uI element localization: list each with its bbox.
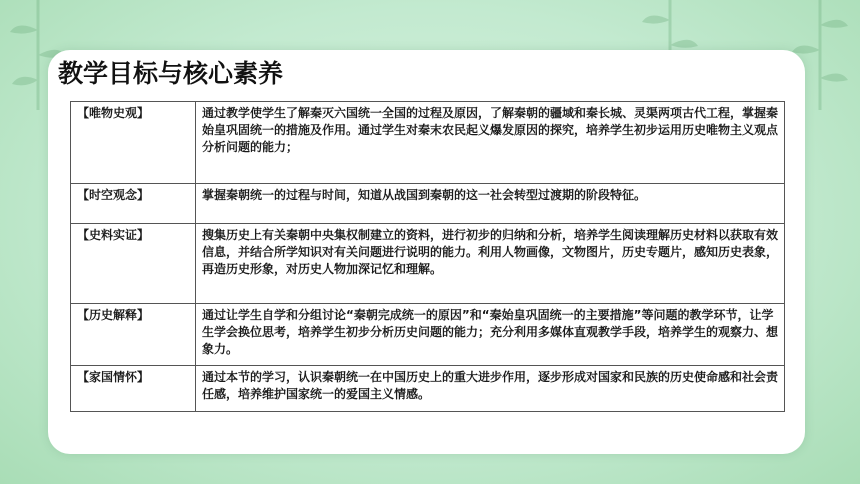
objectives-table — [70, 101, 785, 412]
table-row — [71, 224, 785, 304]
category-cell: 【史料实证】 — [71, 224, 196, 304]
page-title: 教学目标与核心素养 — [58, 59, 284, 88]
category-cell: 【唯物史观】 — [71, 102, 196, 184]
description-cell: 掌握秦朝统一的过程与时间，知道从战国到秦朝的这一社会转型过渡期的阶段特征。 — [196, 184, 785, 224]
description-cell: 通过教学使学生了解秦灭六国统一全国的过程及原因，了解秦朝的疆域和秦长城、灵渠两项古代工程，掌握秦始皇巩固统一的措施及作用。通过学生对秦末农民起义爆发原因的探究，培养学生初步运用历史唯物主义观点分析问题的能力； — [196, 102, 785, 184]
table-row — [71, 102, 785, 184]
description-cell: 通过让学生自学和分组讨论“秦朝完成统一的原因”和“秦始皇巩固统一的主要措施”等问题的教学环节，让学生学会换位思考，培养学生初步分析历史问题的能力；充分利用多媒体直观教学手段，培养学生的观察力、想象力。 — [196, 304, 785, 366]
category-cell: 【家国情怀】 — [71, 366, 196, 412]
category-cell: 【时空观念】 — [71, 184, 196, 224]
description-cell: 搜集历史上有关秦朝中央集权制建立的资料，进行初步的归纳和分析，培养学生阅读理解历史材料以获取有效信息，并结合所学知识对有关问题进行说明的能力。利用人物画像，文物图片，历史专题片，感知历史表象，再造历史形象，对历史人物加深记忆和理解。 — [196, 224, 785, 304]
table-row — [71, 304, 785, 366]
description-cell: 通过本节的学习，认识秦朝统一在中国历史上的重大进步作用，逐步形成对国家和民族的历史使命感和社会责任感，培养维护国家统一的爱国主义情感。 — [196, 366, 785, 412]
category-cell: 【历史解释】 — [71, 304, 196, 366]
table-row — [71, 184, 785, 224]
table-row — [71, 366, 785, 412]
